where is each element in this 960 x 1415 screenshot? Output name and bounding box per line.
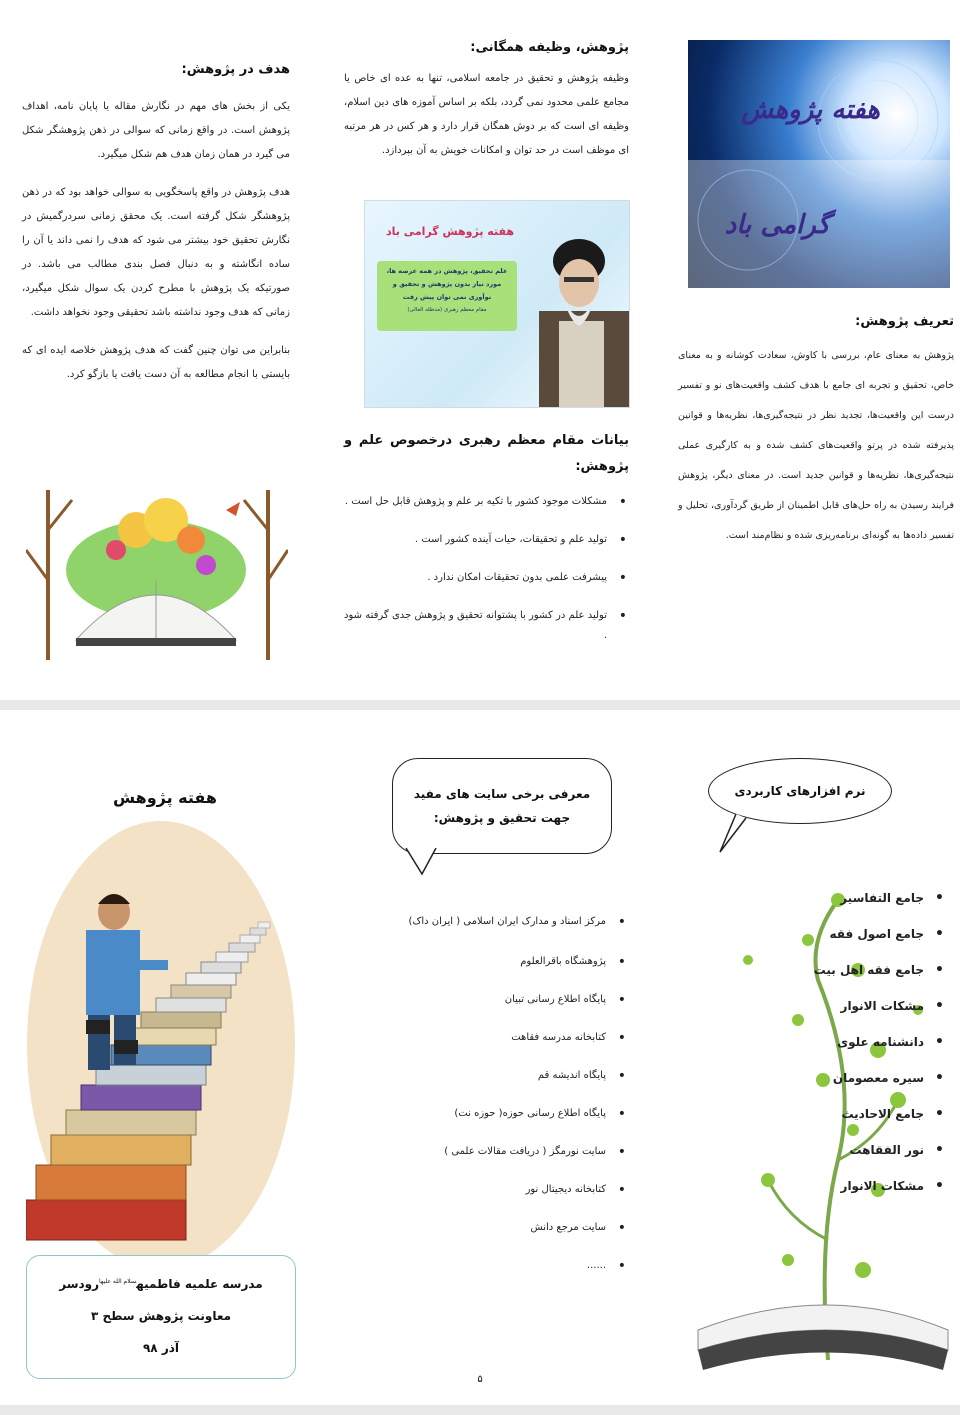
list-item: • نور الفقاهت: [770, 1138, 946, 1162]
cover-image-blue-abstract: [688, 40, 950, 288]
school-city: رودسر: [59, 1277, 100, 1291]
research-goal-paragraph-2: هدف پژوهش در واقع پاسخگویی به سوالی خواهد بود که در ذهن پژوهشگر شکل گرفته است. یک محقق زمانی سردرگمیش در نگارش تحقیق خود بیشتر می شود که هدف را نمی داند یا آن را ساده انگاشته و به دنبال فصل بندی مطالب می باشد. در صورتیکه یک پژوهش با مطرح کردن یک سوال شکل میگیرد، زمانی که هدف وجود نداشته باشد تحقیقی وجود نخواهد داشت.: [22, 187, 290, 318]
list-item: • مشکات الانوار: [770, 994, 946, 1018]
list-item: • پژوهشگاه باقرالعلوم: [360, 952, 628, 972]
list-item: • تولید علم و تحقیقات، حیات آینده کشور است .: [344, 530, 629, 550]
back-cover-title: هفته پژوهش: [112, 788, 218, 807]
software-section: [770, 886, 946, 1210]
brochure-page-2: [0, 710, 960, 1405]
school-info-box: [26, 1255, 296, 1379]
list-item: • کتابخانه دیجیتال نور: [360, 1180, 628, 1200]
school-name-line: [27, 1266, 295, 1300]
research-goal-paragraph-3: بنابراین می توان چنین گفت که هدف پژوهش خلاصه ایده ای که بایستی با انجام مطالعه به آن دست یافت یا بازگو کرد.: [22, 345, 290, 380]
leader-statements-heading: بیانات مقام معظم رهبری درخصوص علم و پژوهش:: [344, 433, 629, 474]
list-item: • کتابخانه مدرسه فقاهت: [360, 1028, 628, 1048]
websites-list: [360, 910, 628, 1276]
list-item: • پیشرفت علمی بدون تحقیقات امکان ندارد .: [344, 568, 629, 588]
duty-body: وظیفه پژوهش و تحقیق در جامعه اسلامی، تنها به عده ای خاص یا مجامع علمی محدود نمی گردد، بلکه بر اساس آموزه های دین اسلام، وظیفه ای است که بر دوش همگان قرار دارد و هر کس در هر مرتبه ای موظف است در حد توان و امکانات خویش به آن بپردازد.: [344, 73, 629, 156]
brochure-page-1: [0, 0, 960, 700]
poster-quote-box: [377, 261, 517, 331]
poster-banner: هفته پژوهش گرامی باد: [385, 225, 515, 238]
list-item: • تولید علم در کشور با پشتوانه تحقیق و پژوهش جدی گرفته شود .: [344, 606, 629, 646]
duty-heading: پژوهش، وظیفه همگانی:: [470, 40, 629, 55]
definition-heading: تعریف پژوهش:: [855, 314, 954, 329]
websites-section: [360, 910, 628, 1294]
list-item: • پایگاه اندیشه قم: [360, 1066, 628, 1086]
school-date: آذر ۹۸: [142, 1341, 179, 1355]
list-item: • سایت مرجع دانش: [360, 1218, 628, 1238]
cover-title-line1: هفته پژوهش: [741, 95, 880, 125]
school-department: معاونت پژوهش سطح ۳: [90, 1309, 232, 1323]
page-number: ۵: [477, 1374, 483, 1385]
list-item: • دانشنامه علوی: [770, 1030, 946, 1054]
list-item: • مشکلات موجود کشور با تکیه بر علم و پژوهش قابل حل است .: [344, 492, 629, 512]
software-bubble-label: نرم افزارهای کاربردی: [734, 784, 866, 798]
school-honorific: سلام الله علیها: [99, 1278, 137, 1285]
list-item: • مشکات الانوار: [770, 1174, 946, 1198]
leader-portrait: [519, 201, 629, 407]
list-item: • جامع فقه اهل بیت: [770, 958, 946, 982]
research-goal-section: [22, 62, 290, 401]
software-list: [770, 886, 946, 1198]
leader-poster-image: [364, 200, 630, 408]
research-goal-heading: هدف در پژوهش:: [181, 62, 290, 77]
open-book-flowers-image: [26, 470, 288, 660]
cover-title-line2: گرامی باد: [724, 210, 830, 240]
software-bubble-tail: [718, 814, 748, 854]
poster-quote: علم تحقیق، پژوهش در همه عرصه ها، مورد نیاز بدون پژوهش و تحقیق و نوآوری نمی توان پیش رفت: [386, 267, 508, 301]
list-item: • ......: [360, 1256, 628, 1276]
list-item: • جامع اصول فقه: [770, 922, 946, 946]
leader-statements-list: [344, 492, 629, 646]
websites-bubble-label: معرفی برخی سایت های مفید جهت تحقیق و پژوهش:: [413, 787, 591, 825]
definition-body: پژوهش به معنای عام، بررسی با کاوش، سعادت کوشانه و به معنای خاص، تحقیق و تجربه ای جامع با هدف کشف واقعیت‌های نو و تفسیر درست این واقعیت‌ها، تجدید نظر در نتیجه‌گیری‌ها، نظریه‌ها و قوانین پذیرفته شده در پرتو واقعیت‌های کشف شده و به کارگیری عملی نتیجه‌گیری‌ها، نظریه‌ها و قوانین جدید است. در معنای دیگر، پژوهش فرایند رسیدن به راه حل‌های قابل اطمینان از طریق گردآوری، تحلیل و تفسیر داده‌ها به گونه‌ای برنامه‌ریزی شده و نظام‌مند است.: [678, 350, 954, 541]
leader-statements-section: [344, 428, 629, 664]
list-item: • جامع التفاسیر: [770, 886, 946, 910]
websites-bubble-tail: [402, 848, 442, 878]
poster-source: مقام معظم رهبری (مدظله العالی): [407, 307, 487, 313]
list-item: • پایگاه اطلاع رسانی حوزه( حوزه نت): [360, 1104, 628, 1124]
research-goal-paragraph-1: یکی از بخش های مهم در نگارش مقاله یا پایان نامه، اهداف پژوهش است. در واقع زمانی که سوالی در ذهن پژوهشگر شکل می گیرد در همان زمان هدف هم شکل میگیرد.: [22, 101, 290, 160]
list-item: • جامع الاحادیث: [770, 1102, 946, 1126]
stairs-of-books-image: [26, 820, 296, 1270]
definition-section: [678, 314, 954, 565]
list-item: • سایت نورمگز ( دریافت مقالات علمی ): [360, 1142, 628, 1162]
school-name: مدرسه علمیه فاطمیه: [136, 1277, 263, 1291]
duty-section: [344, 40, 629, 177]
list-item: • مرکز اسناد و مدارک ایران اسلامی ( ایران داک): [360, 910, 628, 934]
list-item: • پایگاه اطلاع رسانی تبیان: [360, 990, 628, 1010]
list-item: • سیره معصومان: [770, 1066, 946, 1090]
websites-bubble: [392, 758, 612, 854]
